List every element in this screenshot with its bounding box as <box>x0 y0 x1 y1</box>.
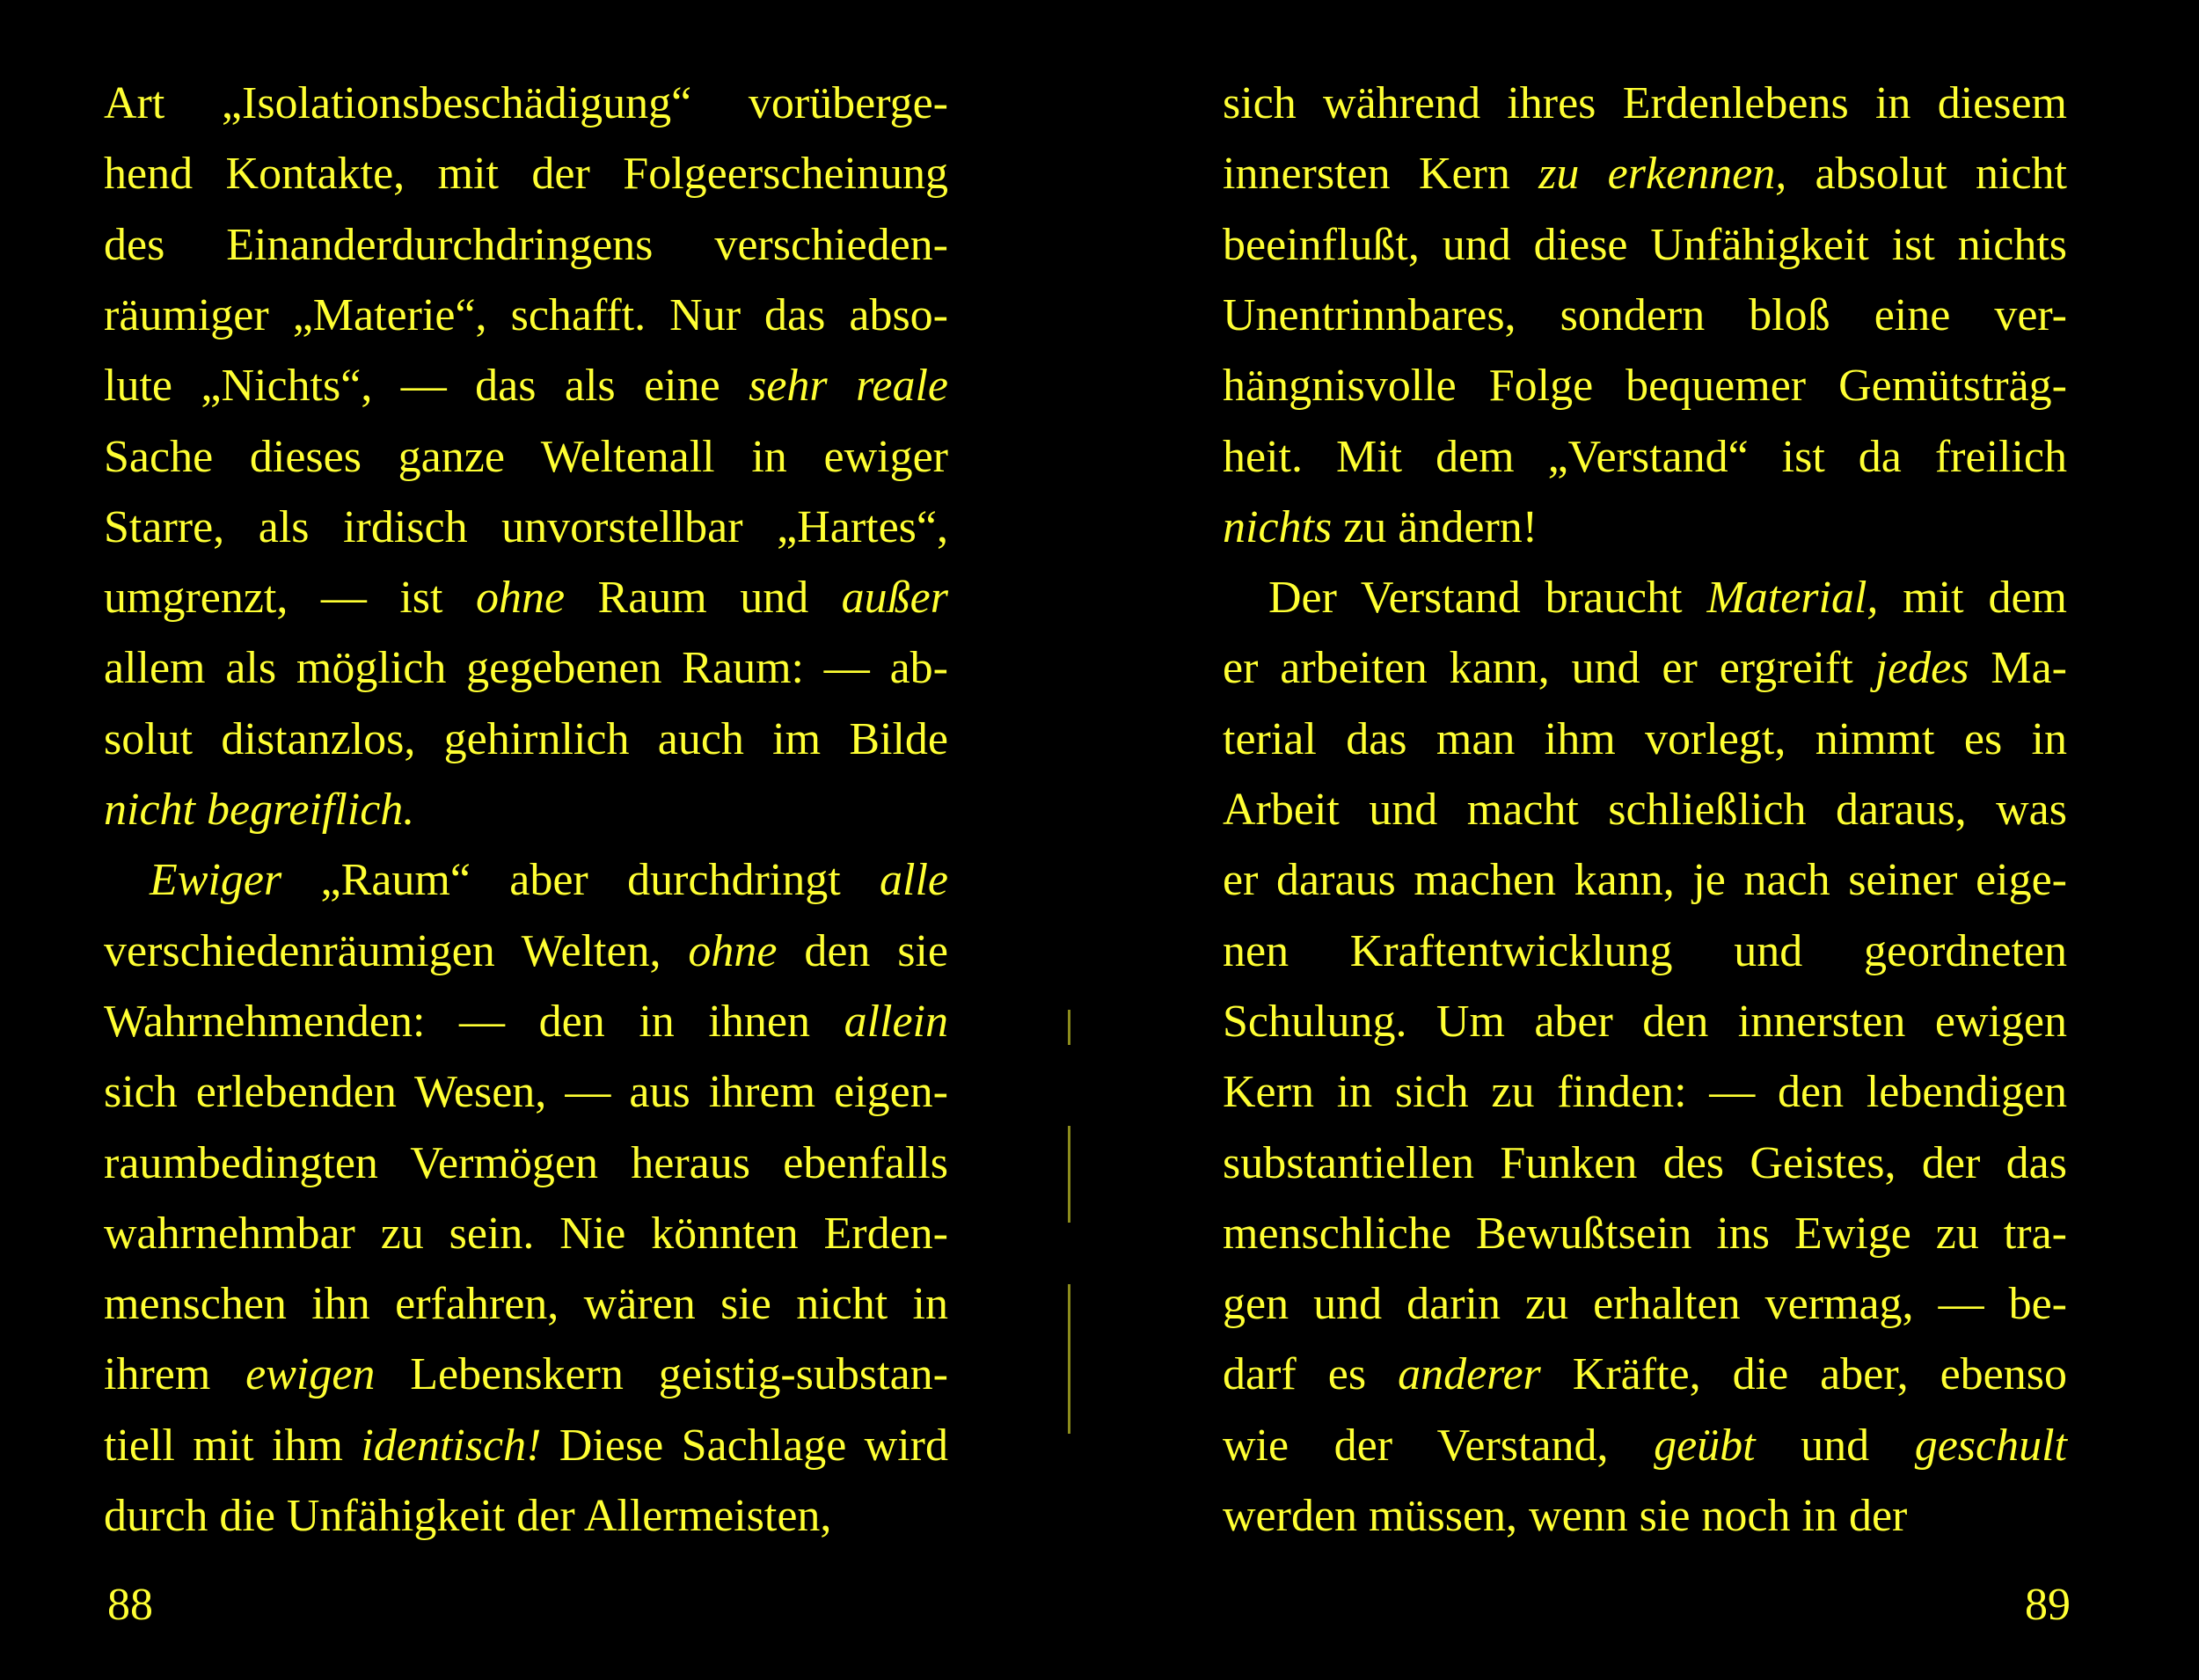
text-line: werden müssen, wenn sie noch in der <box>1223 1491 1908 1541</box>
text-line: Kern in sich zu finden: — den lebendigen <box>1223 1067 2067 1118</box>
text-line: nichts zu ändern! <box>1223 501 1538 552</box>
italic-emphasis: ohne <box>475 573 566 624</box>
italic-emphasis: allein <box>844 996 948 1047</box>
text-line: Ewiger „Raum“ aber durchdringt alle <box>150 855 948 906</box>
italic-emphasis: identisch! <box>361 1420 542 1471</box>
page-number-right: 89 <box>2025 1580 2071 1630</box>
text-line: umgrenzt, — ist ohne Raum und außer <box>104 573 948 624</box>
italic-emphasis: Material, <box>1706 573 1879 624</box>
text-line: terial das man ihm vorlegt, nimmt es in <box>1223 713 2067 764</box>
italic-emphasis: Ewiger <box>150 855 282 906</box>
text-line: nen Kraftentwicklung und geordneten <box>1223 925 2067 976</box>
text-line: sich erlebenden Wesen, — aus ihrem eigen- <box>104 1067 948 1118</box>
text-line: wie der Verstand, geübt und geschult <box>1223 1420 2067 1471</box>
text-line: gen und darin zu erhalten vermag, — be- <box>1223 1279 2067 1330</box>
text-line: menschen ihn erfahren, wären sie nicht in <box>104 1279 948 1330</box>
text-line: ihrem ewigen Lebenskern geistig-substan- <box>104 1349 948 1400</box>
text-line: beeinflußt, und diese Unfähigkeit ist nichts <box>1223 219 2067 270</box>
text-line: lute „Nichts“, — das als eine sehr reale <box>104 361 948 412</box>
italic-emphasis: ewigen <box>245 1349 376 1400</box>
text-line: Wahrnehmenden: — den in ihnen allein <box>104 996 948 1047</box>
text-line: sich während ihres Erdenlebens in diesem <box>1223 78 2067 128</box>
text-line: Sache dieses ganze Weltenall in ewiger <box>104 431 948 482</box>
text-line: Art „Isolationsbeschädigung“ vorüberge- <box>104 78 948 128</box>
italic-emphasis: geübt <box>1654 1420 1756 1471</box>
italic-emphasis: ohne <box>688 925 778 976</box>
text-line: tiell mit ihm identisch! Diese Sachlage wird <box>104 1420 949 1471</box>
text-line: Unentrinnbares, sondern bloß eine ver- <box>1223 289 2067 340</box>
text-line: verschiedenräumigen Welten, ohne den sie <box>104 925 948 976</box>
text-line: menschliche Bewußtsein ins Ewige zu tra- <box>1223 1208 2067 1259</box>
italic-emphasis: nichts <box>1223 501 1333 552</box>
italic-emphasis: anderer <box>1398 1349 1541 1400</box>
text-line: er arbeiten kann, und er ergreift jedes Ma- <box>1223 643 2067 694</box>
text-line <box>104 775 948 845</box>
text-line: innersten Kern zu erkennen, absolut nicht <box>1223 149 2068 200</box>
text-line: Arbeit und macht schließlich daraus, was <box>1223 785 2067 835</box>
page-number-left: 88 <box>107 1580 153 1630</box>
text-line: darf es anderer Kräfte, die aber, ebenso <box>1223 1349 2067 1400</box>
text-line: des Einanderdurchdringens verschieden- <box>104 219 948 270</box>
book-gutter <box>1068 0 1082 1680</box>
text-line: wahrnehmbar zu sein. Nie könnten Erden- <box>104 1208 948 1259</box>
text-line: allem als möglich gegebenen Raum: — ab- <box>104 643 948 694</box>
text-line: Der Verstand braucht Material, mit dem <box>1268 573 2067 624</box>
text-line: Starre, als irdisch unvorstellbar „Hartes“, <box>104 501 948 552</box>
italic-emphasis: alle <box>880 855 948 906</box>
text-line: hängnisvolle Folge bequemer Gemütsträg- <box>1223 361 2067 412</box>
italic-emphasis: geschult <box>1914 1420 2067 1471</box>
italic-emphasis: zu erkennen, <box>1538 149 1787 200</box>
text-line: räumiger „Materie“, schafft. Nur das abso- <box>104 289 948 340</box>
text-line: heit. Mit dem „Verstand“ ist da freilich <box>1223 431 2067 482</box>
text-line: er daraus machen kann, je nach seiner eige- <box>1223 855 2067 906</box>
italic-emphasis: sehr reale <box>749 361 948 412</box>
text-line: Schulung. Um aber den innersten ewigen <box>1223 996 2067 1047</box>
italic-emphasis: jedes <box>1874 643 1969 694</box>
text-line: substantiellen Funken des Geistes, der das <box>1223 1137 2067 1188</box>
italic-emphasis: außer <box>841 573 948 624</box>
text-line: durch die Unfähigkeit der Allermeisten, <box>104 1491 832 1541</box>
text-line: raumbedingten Vermögen heraus ebenfalls <box>104 1137 948 1188</box>
text-line: hend Kontakte, mit der Folgeerscheinung <box>104 149 948 200</box>
italic-emphasis: nicht begreiflich. <box>104 785 415 835</box>
text-line: solut distanzlos, gehirnlich auch im Bilde <box>104 713 948 764</box>
